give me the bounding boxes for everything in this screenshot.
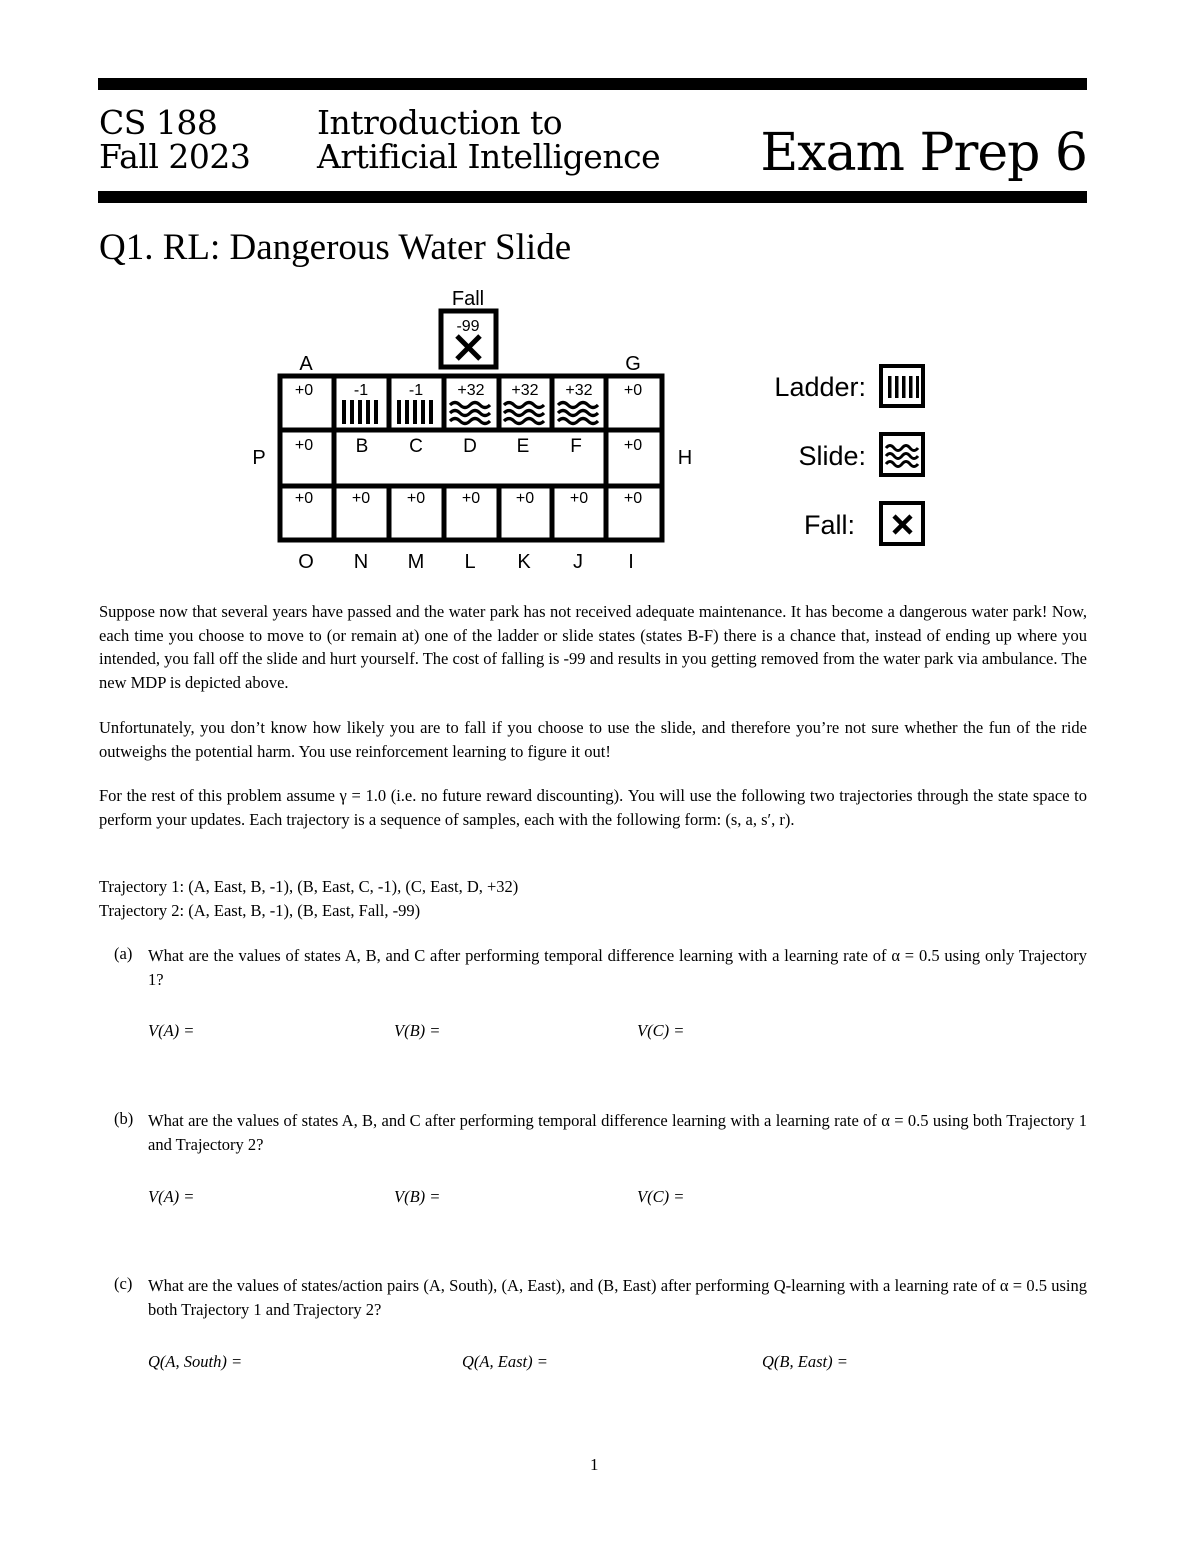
cell-f-reward: +32 <box>565 382 593 399</box>
answer-b-vb: V(B) = <box>394 1187 441 1206</box>
header-top-rule <box>98 78 1087 90</box>
paragraph-assumptions <box>99 784 1087 831</box>
state-label-g: G <box>625 353 641 375</box>
trajectory-list <box>99 875 1087 922</box>
paragraph-uncertainty <box>99 716 1087 763</box>
header-bottom-rule <box>98 191 1087 203</box>
cell-g-reward: +0 <box>623 382 643 399</box>
state-label-l: L <box>464 551 476 573</box>
answer-a-va: V(A) = <box>148 1021 195 1040</box>
cell-l-reward: +0 <box>461 490 481 507</box>
answer-a-vb: V(B) = <box>394 1021 441 1040</box>
part-c-label: (c) <box>114 1274 133 1293</box>
course-subject-line2: Artificial Intelligence <box>317 137 661 176</box>
answer-b-va: V(A) = <box>148 1187 195 1206</box>
cell-m-reward: +0 <box>406 490 426 507</box>
middle-label-d: D <box>463 436 477 457</box>
part-c-text: What are the values of states/action pairs (A, South), (A, East), and (B, East) after performing Q-learning with a learning rate of α = 0.5 using both Trajectory 1 and Trajectory 2? <box>148 1276 1087 1319</box>
answer-c-q-a-east: Q(A, East) = <box>462 1352 548 1371</box>
course-number: CS 188 <box>99 103 218 142</box>
state-label-n: N <box>353 551 369 573</box>
slide-icon <box>504 403 544 424</box>
state-label-p: P <box>252 447 266 469</box>
state-label-i: I <box>628 551 634 573</box>
trajectory-2: Trajectory 2: (A, East, B, -1), (B, East, Fall, -99) <box>99 900 421 920</box>
page-number: 1 <box>590 1455 599 1474</box>
legend-slide-label: Slide: <box>798 441 866 471</box>
course-subject-line1: Introduction to <box>317 103 563 142</box>
fall-label: Fall <box>451 288 485 310</box>
slide-icon <box>558 403 598 424</box>
paragraph-intro-text: Suppose now that several years have passed and the water park has not received adequate maintenance. It has become a dangerous water park! Now, each time you choose to move to (or remain at) one of the ladder or slide states (states B-F) there is a chance that, instead of ending up where you intended, you fall off the slide and hurt yourself. The cost of falling is -99 and results in you getting removed from the water park via ambulance. The new MDP is depicted above. <box>99 602 1087 692</box>
cell-b-reward: -1 <box>353 382 369 399</box>
cell-o-reward: +0 <box>294 490 314 507</box>
cell-k-reward: +0 <box>515 490 535 507</box>
state-label-j: J <box>573 551 583 573</box>
legend-fall-label: Fall: <box>803 510 855 540</box>
cell-j-reward: +0 <box>569 490 589 507</box>
part-b-label: (b) <box>114 1109 134 1128</box>
paragraph-intro <box>99 600 1087 694</box>
part-b-text: What are the values of states A, B, and C after performing temporal difference learning with a learning rate of α = 0.5 using both Trajectory 1 and Trajectory 2? <box>148 1111 1087 1154</box>
part-a-text: What are the values of states A, B, and C after performing temporal difference learning with a learning rate of α = 0.5 using only Trajectory 1? <box>148 946 1087 989</box>
doc-title: Exam Prep 6 <box>760 123 1087 183</box>
cell-a-reward: +0 <box>294 382 314 399</box>
state-label-a: A <box>299 353 313 375</box>
cell-p-reward: +0 <box>294 437 314 454</box>
answer-c-q-b-east: Q(B, East) = <box>762 1352 848 1371</box>
mdp-diagram <box>0 280 1200 580</box>
ladder-icon <box>342 400 378 424</box>
cell-d-reward: +32 <box>457 382 485 399</box>
cell-e-reward: +32 <box>511 382 539 399</box>
cell-n-reward: +0 <box>351 490 371 507</box>
course-term: Fall 2023 <box>99 137 251 176</box>
state-label-h: H <box>677 447 693 469</box>
ladder-icon <box>888 376 919 398</box>
fall-reward: -99 <box>456 318 480 335</box>
answer-a-vc: V(C) = <box>637 1021 685 1040</box>
cell-i-reward: +0 <box>623 490 643 507</box>
middle-label-f: F <box>570 436 582 457</box>
state-label-k: K <box>517 551 531 573</box>
middle-label-b: B <box>355 436 369 457</box>
fall-icon <box>894 516 911 533</box>
slide-icon <box>886 446 918 467</box>
state-label-o: O <box>298 551 314 573</box>
question-title: Q1. RL: Dangerous Water Slide <box>99 227 572 268</box>
cell-c-reward: -1 <box>408 382 424 399</box>
state-label-m: M <box>407 551 425 573</box>
fall-x-icon <box>457 336 480 359</box>
part-a-label: (a) <box>114 944 133 963</box>
legend-ladder-label: Ladder: <box>774 372 866 402</box>
ladder-icon <box>397 400 433 424</box>
middle-label-c: C <box>409 436 423 457</box>
answer-b-vc: V(C) = <box>637 1187 685 1206</box>
paragraph-assumptions-text: For the rest of this problem assume γ = 1.0 (i.e. no future reward discounting). You will use the following two trajectories through the state space to perform your updates. Each trajectory is a sequence of samples, each with the following form: (s, a, s′, r). <box>99 786 1087 829</box>
paragraph-uncertainty-text: Unfortunately, you don’t know how likely you are to fall if you choose to use the slide, and therefore you’re not sure whether the fun of the ride outweighs the potential harm. You use reinforcement learning to figure it out! <box>99 718 1087 761</box>
trajectory-1: Trajectory 1: (A, East, B, -1), (B, East, C, -1), (C, East, D, +32) <box>99 877 519 896</box>
slide-icon <box>450 403 490 424</box>
answer-c-q-a-south: Q(A, South) = <box>148 1352 243 1371</box>
middle-label-e: E <box>516 436 530 457</box>
cell-h-reward: +0 <box>623 437 643 454</box>
